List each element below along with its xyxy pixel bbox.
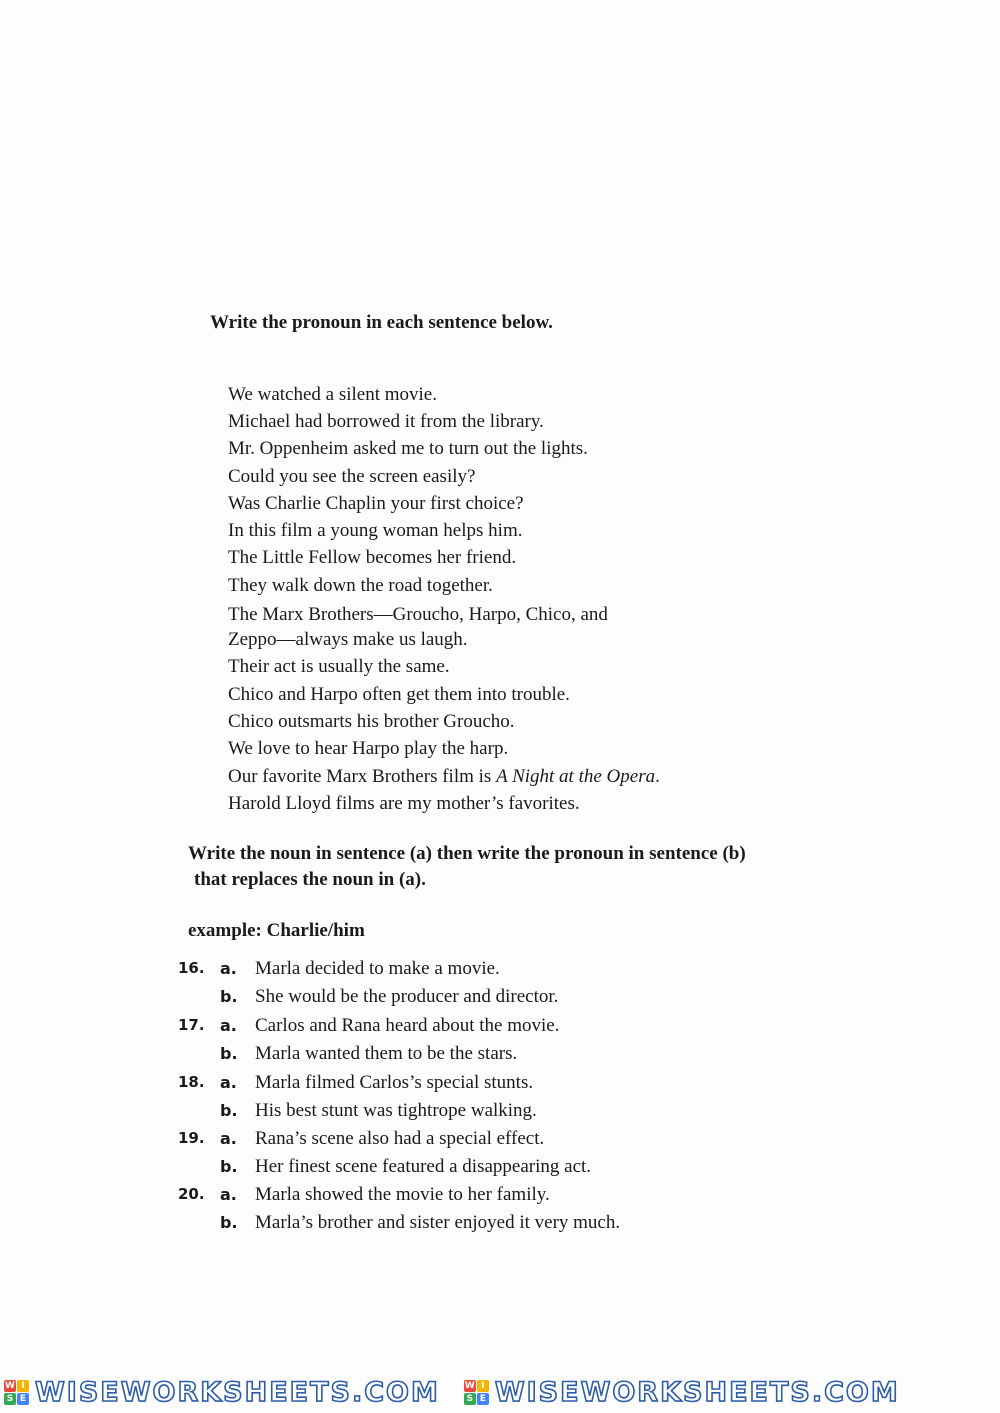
sub-label-b: b. [220,1157,238,1176]
item-sentence: Chico and Harpo often get them into trouble. [228,684,570,705]
sentence-a: Carlos and Rana heard about the movie. [255,1015,560,1036]
item-sentence: Their act is usually the same. [228,656,450,677]
sentence-a: Rana’s scene also had a special effect. [255,1128,545,1149]
item-sentence: The Marx Brothers—Groucho, Harpo, Chico, and [228,604,608,625]
sub-label-b: b. [220,1044,238,1063]
sentence-a: Marla filmed Carlos’s special stunts. [255,1072,534,1093]
instruction-part1: Write the pronoun in each sentence below. [210,312,553,333]
item-sentence: Our favorite Marx Brothers film is A Night at the Opera. [228,766,660,787]
item-sentence: Harold Lloyd films are my mother’s favorites. [228,793,580,814]
footer-watermark [0,1374,1000,1410]
instruction-part2-line2: that replaces the noun in (a). [194,869,426,890]
instruction-part2-line1: Write the noun in sentence (a) then write the pronoun in sentence (b) [188,843,746,864]
sub-label-a: a. [220,959,237,978]
sub-label-a: a. [220,1016,237,1035]
sub-label-b: b. [220,1213,238,1232]
sub-label-b: b. [220,1101,238,1120]
item-number: 18. [178,1073,205,1091]
sub-label-a: a. [220,1073,237,1092]
wiseworksheets-logo-icon: W I S E [4,1380,29,1405]
sentence-a: Marla showed the movie to her family. [255,1184,550,1205]
sentence-b: Marla’s brother and sister enjoyed it very much. [255,1212,621,1233]
item-sentence: They walk down the road together. [228,575,493,596]
item-number: 16. [178,959,205,977]
watermark-text: WISEWORKSHEETS.COM [35,1376,440,1408]
film-title: A Night at the Opera [496,766,656,787]
wiseworksheets-logo-icon: W I S E [464,1380,489,1405]
item-number: 17. [178,1016,205,1034]
watermark-text: WISEWORKSHEETS.COM [494,1376,900,1408]
item-sentence: Was Charlie Chaplin your first choice? [228,493,524,514]
sentence-a: Marla decided to make a movie. [255,958,500,979]
item-sentence: Chico outsmarts his brother Groucho. [228,711,515,732]
sentence-b: Marla wanted them to be the stars. [255,1043,518,1064]
sub-label-a: a. [220,1185,237,1204]
item-number: 20. [178,1185,205,1203]
sentence-b: She would be the producer and director. [255,986,559,1007]
item-sentence-continued: Zeppo—always make us laugh. [228,629,468,650]
sub-label-b: b. [220,987,238,1006]
item-sentence: Michael had borrowed it from the library. [228,411,544,432]
item-sentence: The Little Fellow becomes her friend. [228,547,517,568]
example-line: example: Charlie/him [188,920,365,941]
item-sentence: We watched a silent movie. [228,384,437,405]
item-sentence: In this film a young woman helps him. [228,520,523,541]
item-sentence: We love to hear Harpo play the harp. [228,738,509,759]
item-number: 19. [178,1129,205,1147]
sentence-b: Her finest scene featured a disappearing act. [255,1156,592,1177]
item-sentence: Mr. Oppenheim asked me to turn out the lights. [228,438,588,459]
sub-label-a: a. [220,1129,237,1148]
item-sentence: Could you see the screen easily? [228,466,476,487]
sentence-b: His best stunt was tightrope walking. [255,1100,537,1121]
